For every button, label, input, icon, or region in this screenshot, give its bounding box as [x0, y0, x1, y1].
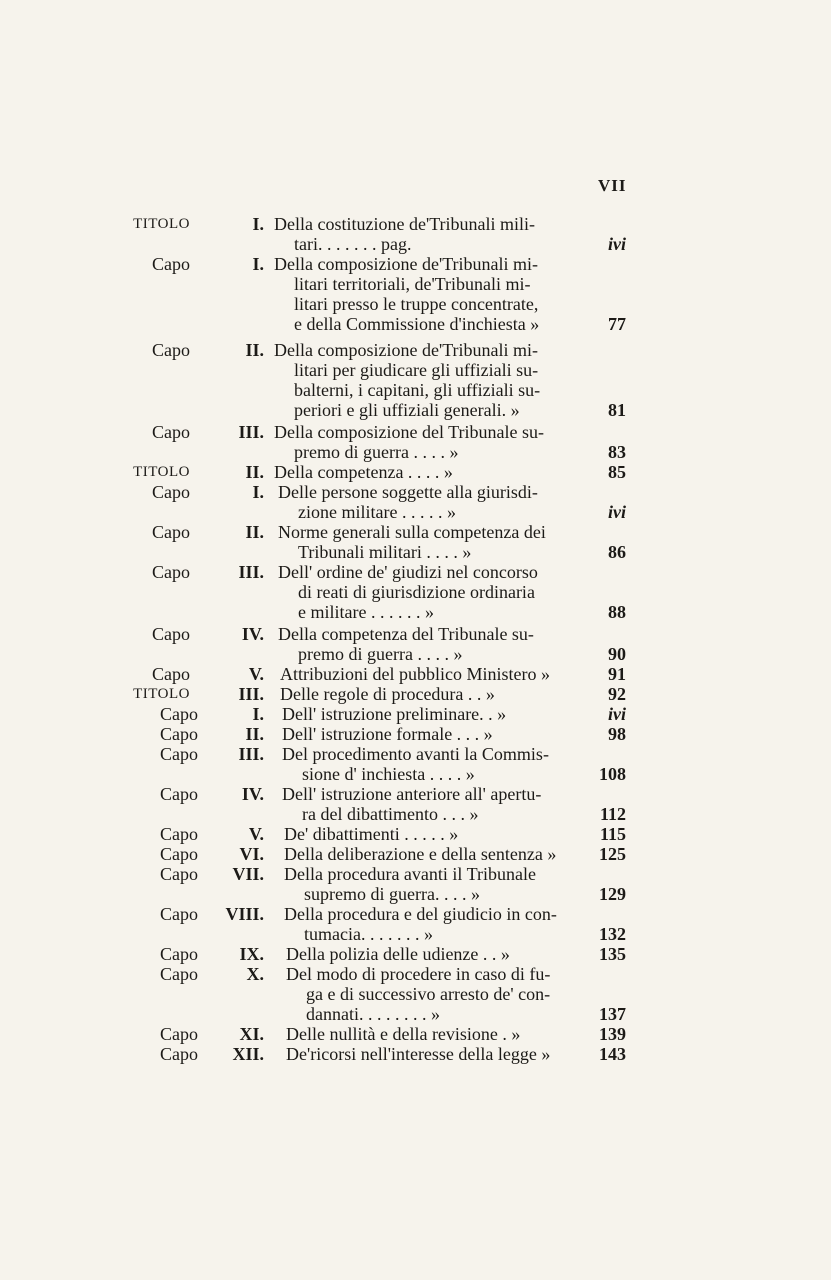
entry-title-line: Della deliberazione e della sentenza »	[284, 844, 557, 864]
entry-page: 81	[608, 400, 626, 420]
entry-title-line: litari per giudicare gli uffiziali su-	[294, 360, 539, 380]
entry-number: II.	[245, 522, 264, 542]
entry-title-line: Dell' istruzione anteriore all' apertu-	[282, 784, 542, 804]
entry-title	[286, 964, 550, 1024]
entry-title-line: Delle nullità e della revisione . »	[286, 1024, 521, 1044]
entry-title	[278, 624, 534, 664]
entry-title-line: sione d' inchiesta . . . . »	[302, 764, 475, 784]
entry-title-line: periori e gli uffiziali generali. »	[294, 400, 520, 420]
entry-label: Capo	[152, 522, 190, 542]
entry-label: Capo	[160, 704, 198, 724]
entry-title	[274, 422, 544, 462]
entry-number: III.	[238, 684, 264, 704]
entry-page: ivi	[608, 502, 626, 522]
entry-title	[286, 944, 510, 964]
entry-title-line: tumacia. . . . . . . »	[304, 924, 433, 944]
entry-title-line: Della composizione de'Tribunali mi-	[274, 340, 539, 360]
entry-title-line: Della procedura avanti il Tribunale	[284, 864, 536, 884]
entry-title	[286, 1044, 550, 1064]
entry-title-line: litari presso le truppe concentrate,	[294, 294, 539, 314]
entry-title	[284, 844, 556, 864]
entry-title-line: di reati di giurisdizione ordinaria	[298, 582, 535, 602]
entry-label: Capo	[160, 844, 198, 864]
entry-title-line: ra del dibattimento . . . »	[302, 804, 479, 824]
entry-label: Capo	[160, 744, 198, 764]
entry-number: VIII.	[225, 904, 264, 924]
entry-page: 86	[608, 542, 626, 562]
entry-title	[284, 904, 557, 944]
entry-title-line: Della competenza . . . . »	[274, 462, 453, 482]
entry-label: Capo	[152, 254, 190, 274]
entry-number: VI.	[239, 844, 264, 864]
entry-number: III.	[238, 744, 264, 764]
entry-label: Capo	[160, 944, 198, 964]
entry-page: 88	[608, 602, 626, 622]
entry-label: Capo	[160, 724, 198, 744]
entry-number: II.	[245, 340, 264, 360]
entry-number: IV.	[241, 624, 264, 644]
entry-number: XI.	[239, 1024, 264, 1044]
entry-number: XII.	[232, 1044, 264, 1064]
entry-number: V.	[248, 824, 264, 844]
entry-number: I.	[252, 254, 264, 274]
entry-title-line: premo di guerra . . . . »	[298, 644, 463, 664]
entry-number: III.	[238, 562, 264, 582]
entry-title	[274, 340, 540, 420]
entry-title-line: Della composizione del Tribunale su-	[274, 422, 544, 442]
entry-title-line: De'ricorsi nell'interesse della legge »	[286, 1044, 551, 1064]
entry-title-line: Delle regole di procedura . . »	[280, 684, 495, 704]
entry-label: Capo	[160, 964, 198, 984]
entry-title	[282, 784, 541, 824]
entry-title	[280, 664, 550, 684]
entry-page: 77	[608, 314, 626, 334]
entry-title-line: tari. . . . . . . pag.	[294, 234, 412, 254]
entry-label: Capo	[160, 1024, 198, 1044]
entry-title	[274, 254, 539, 334]
entry-page: ivi	[608, 234, 626, 254]
entry-number: IX.	[239, 944, 264, 964]
entry-page: 85	[608, 462, 626, 482]
entry-label: Capo	[152, 482, 190, 502]
entry-title-line: Dell' istruzione preliminare. . »	[282, 704, 507, 724]
entry-title-line: Della costituzione de'Tribunali mili-	[274, 214, 536, 234]
entry-page: 139	[599, 1024, 626, 1044]
entry-title	[274, 214, 535, 254]
entry-title-line: Tribunali militari . . . . »	[298, 542, 472, 562]
entry-title-line: ga e di successivo arresto de' con-	[306, 984, 551, 1004]
entry-page: 92	[608, 684, 626, 704]
entry-number: X.	[246, 964, 264, 984]
entry-page: 83	[608, 442, 626, 462]
entry-page: 135	[599, 944, 626, 964]
entry-title-line: e militare . . . . . . »	[298, 602, 434, 622]
entry-label: TITOLO	[133, 686, 190, 702]
entry-number: I.	[252, 704, 264, 724]
entry-title-line: Norme generali sulla competenza dei	[278, 522, 546, 542]
entry-title-line: supremo di guerra. . . . »	[304, 884, 480, 904]
page-number: VII	[598, 176, 627, 195]
entry-label: TITOLO	[133, 464, 190, 480]
entry-page: 125	[599, 844, 626, 864]
entry-page: 108	[599, 764, 626, 784]
entry-title	[280, 684, 495, 704]
entry-title-line: zione militare . . . . . »	[298, 502, 456, 522]
entry-number: V.	[248, 664, 264, 684]
entry-label: Capo	[152, 422, 190, 442]
entry-page: 115	[599, 824, 626, 844]
entry-label: Capo	[152, 340, 190, 360]
entry-label: Capo	[152, 562, 190, 582]
entry-page: 90	[608, 644, 626, 664]
entry-number: II.	[245, 724, 264, 744]
entry-page: 98	[608, 724, 626, 744]
entry-title-line: balterni, i capitani, gli uffiziali su-	[294, 380, 541, 400]
entry-title-line: Dell' istruzione formale . . . »	[282, 724, 493, 744]
entry-title-line: Della composizione de'Tribunali mi-	[274, 254, 539, 274]
entry-page: 137	[599, 1004, 626, 1024]
entry-title	[278, 522, 546, 562]
entry-page: 132	[599, 924, 626, 944]
entry-label: Capo	[160, 864, 198, 884]
entry-page: ivi	[608, 704, 626, 724]
entry-number: II.	[245, 462, 264, 482]
entry-label: Capo	[160, 824, 198, 844]
entry-label: Capo	[152, 664, 190, 684]
entry-title	[282, 744, 549, 784]
entry-number: I.	[252, 214, 264, 234]
entry-title	[274, 462, 453, 482]
entry-title	[284, 864, 536, 904]
entry-number: I.	[252, 482, 264, 502]
entry-number: VII.	[232, 864, 264, 884]
entry-title	[284, 824, 458, 844]
entry-page: 112	[599, 804, 626, 824]
entry-page: 143	[599, 1044, 626, 1064]
entry-label: Capo	[152, 624, 190, 644]
entry-label: Capo	[160, 784, 198, 804]
entry-title	[278, 562, 538, 622]
entry-page: 91	[608, 664, 626, 684]
entry-number: IV.	[241, 784, 264, 804]
entry-label: Capo	[160, 1044, 198, 1064]
entry-title-line: premo di guerra . . . . »	[294, 442, 459, 462]
entry-label: Capo	[160, 904, 198, 924]
entry-title	[278, 482, 538, 522]
entry-title-line: Dell' ordine de' giudizi nel concorso	[278, 562, 538, 582]
entry-title	[282, 704, 506, 724]
entry-title	[282, 724, 493, 744]
entry-title-line: e della Commissione d'inchiesta »	[294, 314, 540, 334]
entry-title-line: Della procedura e del giudicio in con-	[284, 904, 557, 924]
entry-title	[286, 1024, 520, 1044]
entry-title-line: Del procedimento avanti la Commis-	[282, 744, 549, 764]
entry-title-line: dannati. . . . . . . . »	[306, 1004, 440, 1024]
entry-title-line: Delle persone soggette alla giurisdi-	[278, 482, 538, 502]
entry-title-line: Attribuzioni del pubblico Ministero »	[280, 664, 550, 684]
entry-title-line: Del modo di procedere in caso di fu-	[286, 964, 551, 984]
entry-title-line: Della polizia delle udienze . . »	[286, 944, 510, 964]
entry-title-line: De' dibattimenti . . . . . »	[284, 824, 459, 844]
entry-title-line: Della competenza del Tribunale su-	[278, 624, 534, 644]
entry-title-line: litari territoriali, de'Tribunali mi-	[294, 274, 531, 294]
entry-number: III.	[238, 422, 264, 442]
entry-label: TITOLO	[133, 216, 190, 232]
entry-page: 129	[599, 884, 626, 904]
